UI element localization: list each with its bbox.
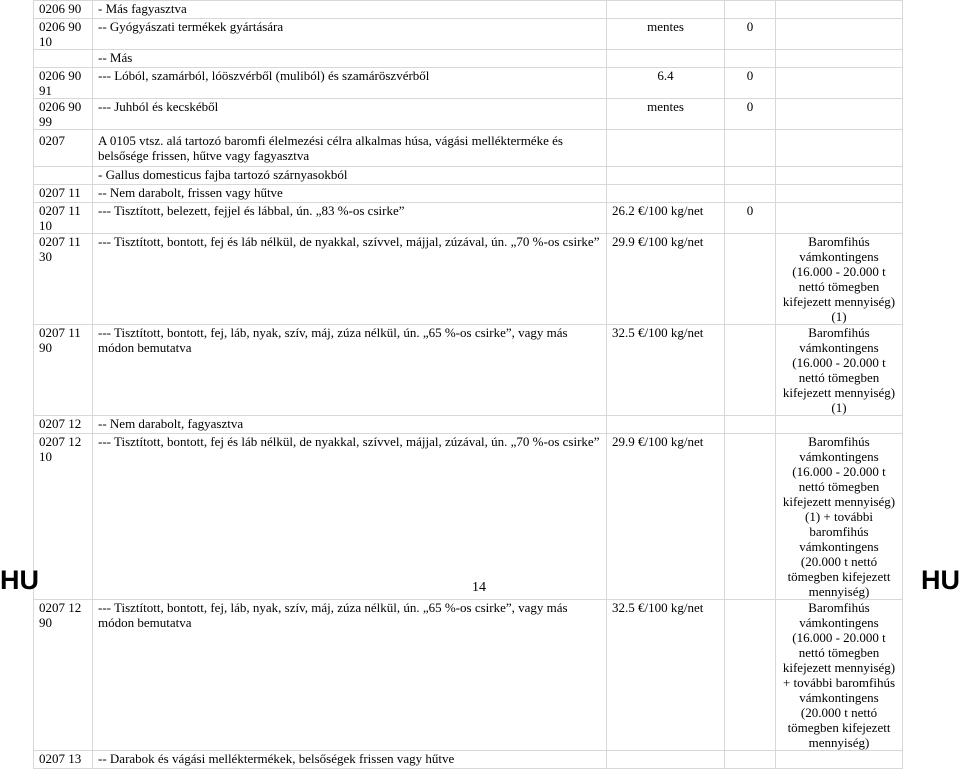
description-cell: -- Darabok és vágási melléktermékek, belsőségek frissen vagy hűtve [93,751,607,769]
other-rate-cell [725,751,776,769]
other-rate-cell [725,185,776,203]
other-rate-cell [725,325,776,416]
quota-note-cell [776,68,903,99]
description-cell: --- Tisztított, bontott, fej és láb nélkül, de nyakkal, szívvel, májjal, zúzával, ún. „70 %-os csirke” [93,234,607,325]
quota-note-cell [776,185,903,203]
other-rate-cell [725,234,776,325]
table-row [34,234,903,325]
cn-code-cell: 0207 11 10 [34,203,93,234]
cn-code-cell: 0207 11 [34,185,93,203]
other-rate-cell: 0 [725,99,776,130]
other-rate-cell [725,600,776,751]
quota-note-cell [776,203,903,234]
table-row [34,130,903,167]
language-mark-right: HU [921,565,960,595]
duty-rate-cell [607,185,725,203]
table-row [34,325,903,416]
description-cell: --- Tisztított, bontott, fej, láb, nyak, szív, máj, zúza nélkül, ún. „65 %-os csirke”, vagy más módon bemutatva [93,600,607,751]
cn-code-cell: 0207 12 90 [34,600,93,751]
description-cell: -- Más [93,50,607,68]
description-cell: --- Juhból és kecskéből [93,99,607,130]
quota-note-cell [776,416,903,434]
quota-note-cell [776,19,903,50]
quota-note-cell [776,130,903,167]
table-row [34,99,903,130]
duty-rate-cell [607,416,725,434]
quota-note-cell: Baromfihús vámkontingens (16.000 - 20.000 t nettó tömegben kifejezett mennyiség) + további baromfihús vámkontingens (20.000 t nettó tömegben kifejezett mennyiség) [776,600,903,751]
description-cell: --- Lóból, szamárból, lóöszvérből (muliból) és szamáröszvérből [93,68,607,99]
cn-code-cell: 0207 12 [34,416,93,434]
description-cell: A 0105 vtsz. alá tartozó baromfi élelmezési célra alkalmas húsa, vágási mellékterméke és belsősége frissen, hűtve vagy fagyasztva [93,130,607,167]
description-cell: -- Gyógyászati termékek gyártására [93,19,607,50]
table-row [34,600,903,751]
quota-note-cell [776,99,903,130]
page-number: 14 [472,580,486,595]
duty-rate-cell: mentes [607,19,725,50]
duty-rate-cell: 29.9 €/100 kg/net [607,234,725,325]
table-row [34,416,903,434]
other-rate-cell: 0 [725,68,776,99]
cn-code-cell [34,50,93,68]
cn-code-cell: 0207 11 30 [34,234,93,325]
table-row [34,167,903,185]
cn-code-cell: 0207 [34,130,93,167]
cn-code-cell: 0207 13 [34,751,93,769]
cn-code-cell: 0206 90 10 [34,19,93,50]
table-row [34,751,903,769]
description-cell: - Más fagyasztva [93,1,607,19]
description-cell: -- Nem darabolt, frissen vagy hűtve [93,185,607,203]
quota-note-cell: Baromfihús vámkontingens (16.000 - 20.000 t nettó tömegben kifejezett mennyiség) (1) [776,325,903,416]
other-rate-cell [725,416,776,434]
cn-code-cell: 0207 11 90 [34,325,93,416]
table-row [34,68,903,99]
duty-rate-cell: 26.2 €/100 kg/net [607,203,725,234]
duty-rate-cell: 32.5 €/100 kg/net [607,325,725,416]
quota-note-cell [776,751,903,769]
quota-note-cell [776,50,903,68]
table-row [34,19,903,50]
quota-note-cell [776,1,903,19]
description-cell: --- Tisztított, bontott, fej és láb nélkül, de nyakkal, szívvel, májjal, zúzával, ún. „70 %-os csirke” [93,434,607,600]
page-footer [0,566,960,595]
table-row [34,203,903,234]
other-rate-cell: 0 [725,19,776,50]
table-row [34,185,903,203]
cn-code-cell: 0206 90 91 [34,68,93,99]
description-cell: --- Tisztított, belezett, fejjel és lábbal, ún. „83 %-os csirke” [93,203,607,234]
duty-rate-cell [607,1,725,19]
cn-code-cell [34,167,93,185]
description-cell: -- Nem darabolt, fagyasztva [93,416,607,434]
duty-rate-cell [607,751,725,769]
quota-note-cell: Baromfihús vámkontingens (16.000 - 20.000 t nettó tömegben kifejezett mennyiség) (1) + további baromfihús vámkontingens (20.000 t nettó tömegben kifejezett mennyiség) [776,434,903,600]
duty-rate-cell: mentes [607,99,725,130]
duty-rate-cell [607,167,725,185]
duty-rate-cell [607,50,725,68]
duty-rate-cell [607,130,725,167]
language-mark-left: HU [0,565,39,595]
table-row [34,1,903,19]
other-rate-cell [725,50,776,68]
other-rate-cell: 0 [725,203,776,234]
duty-rate-cell: 6.4 [607,68,725,99]
quota-note-cell: Baromfihús vámkontingens (16.000 - 20.000 t nettó tömegben kifejezett mennyiség) (1) [776,234,903,325]
table-row [34,50,903,68]
cn-code-cell: 0206 90 [34,1,93,19]
cn-code-cell: 0206 90 99 [34,99,93,130]
cn-code-cell: 0207 12 10 [34,434,93,600]
duty-rate-cell: 32.5 €/100 kg/net [607,600,725,751]
description-cell: - Gallus domesticus fajba tartozó szárnyasokból [93,167,607,185]
other-rate-cell [725,1,776,19]
duty-rate-cell: 29.9 €/100 kg/net [607,434,725,600]
other-rate-cell [725,167,776,185]
tariff-table [33,0,903,769]
other-rate-cell [725,130,776,167]
quota-note-cell [776,167,903,185]
description-cell: --- Tisztított, bontott, fej, láb, nyak, szív, máj, zúza nélkül, ún. „65 %-os csirke”, vagy más módon bemutatva [93,325,607,416]
